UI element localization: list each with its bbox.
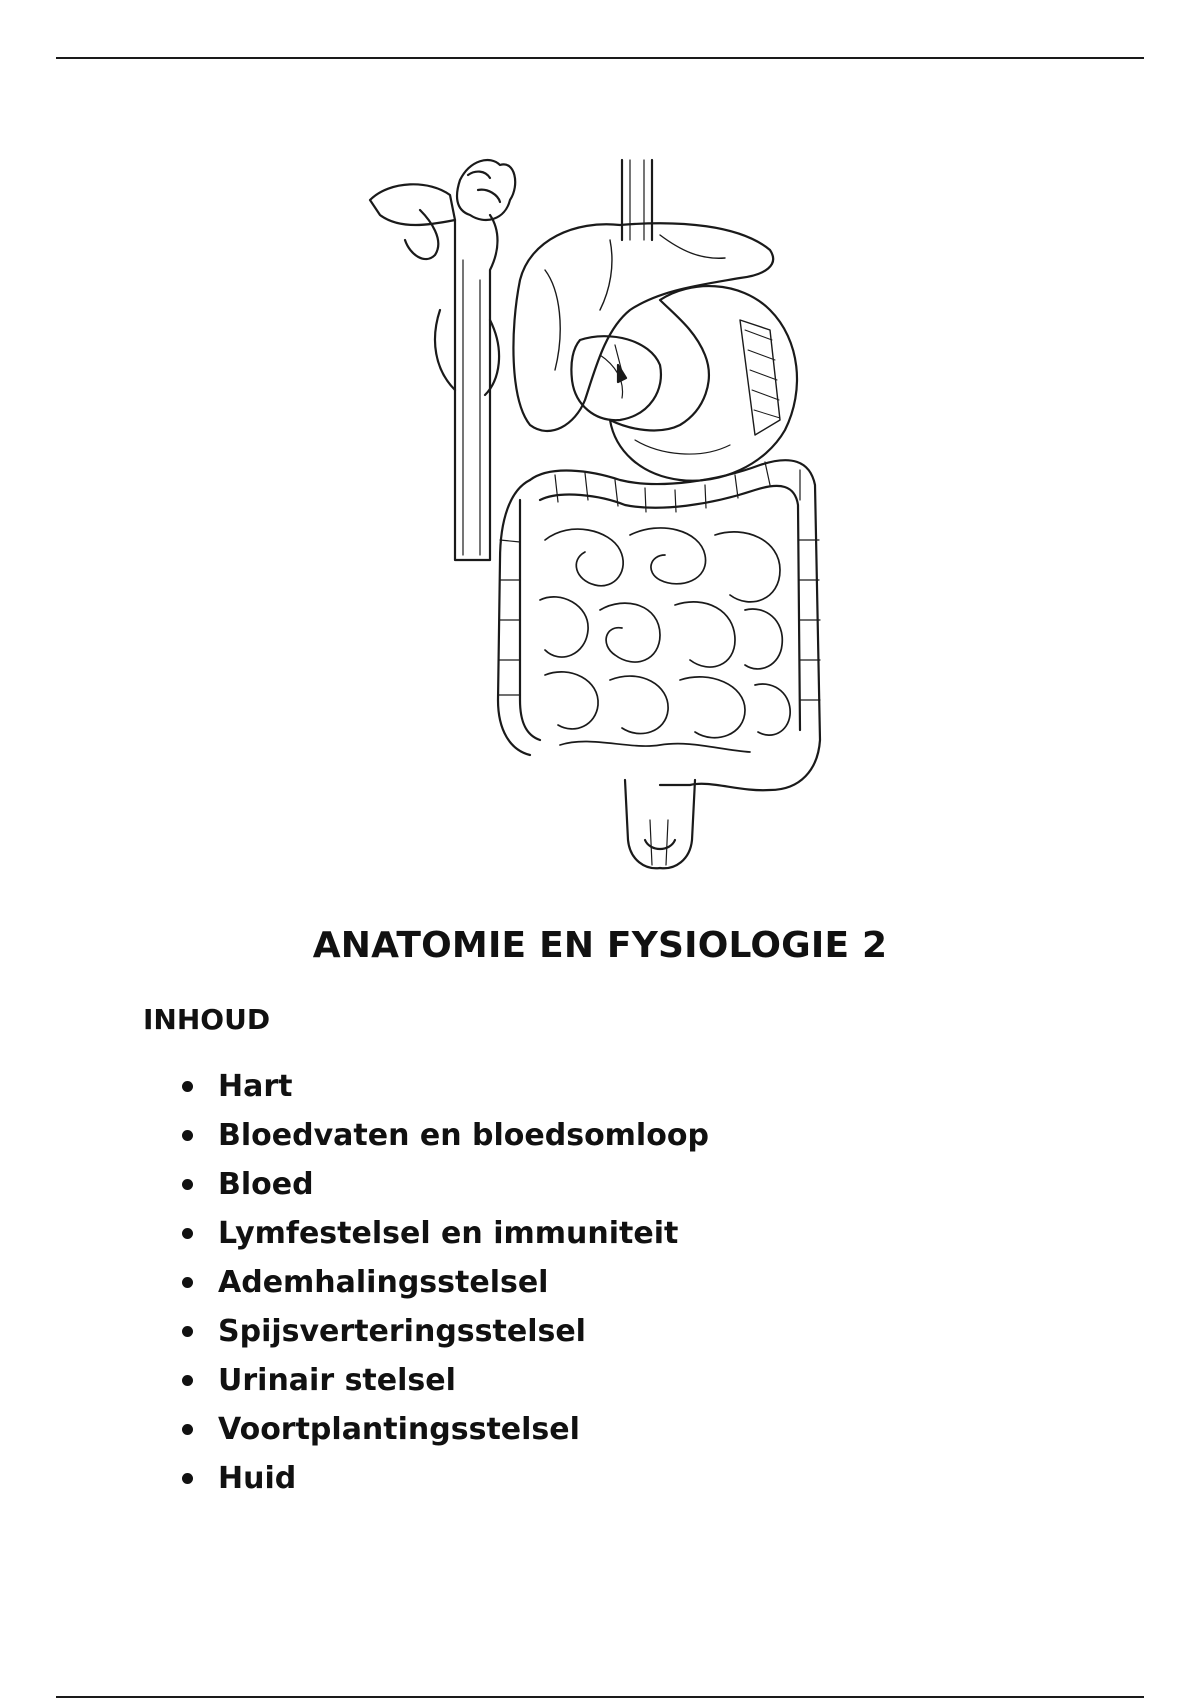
document-title: ANATOMIE EN FYSIOLOGIE 2: [312, 925, 888, 966]
toc-item-label: Bloed: [218, 1167, 314, 1202]
bullet-icon: [182, 1473, 193, 1484]
bullet-icon: [182, 1375, 193, 1386]
duodenum-pancreas-drawing: [370, 160, 515, 560]
toc-item-label: Huid: [218, 1461, 297, 1496]
toc-item-label: Urinair stelsel: [218, 1363, 456, 1398]
toc-item-spijsverteringsstelsel: [180, 1307, 709, 1356]
table-of-contents-heading: INHOUD: [143, 1003, 271, 1036]
stomach-drawing: [610, 286, 797, 481]
pancreas-drawing: [571, 336, 661, 420]
liver-drawing: [513, 223, 773, 431]
toc-item-label: Bloedvaten en bloedsomloop: [218, 1118, 709, 1153]
toc-item-urinair-stelsel: [180, 1356, 709, 1405]
toc-item-lymfestelsel: [180, 1209, 709, 1258]
toc-item-label: Spijsverteringsstelsel: [218, 1314, 586, 1349]
small-intestine-drawing: [540, 528, 790, 752]
bullet-icon: [182, 1424, 193, 1435]
table-of-contents: [180, 1062, 709, 1503]
toc-item-bloed: [180, 1160, 709, 1209]
bottom-rule: [56, 1696, 1144, 1698]
bullet-icon: [182, 1228, 193, 1239]
bullet-icon: [182, 1326, 193, 1337]
toc-item-label: Ademhalingsstelsel: [218, 1265, 549, 1300]
digestive-system-illustration: [360, 140, 880, 900]
toc-item-bloedvaten: [180, 1111, 709, 1160]
bullet-icon: [182, 1081, 193, 1092]
esophagus-drawing: [622, 160, 652, 240]
bullet-icon: [182, 1277, 193, 1288]
toc-item-hart: [180, 1062, 709, 1111]
toc-item-label: Hart: [218, 1069, 293, 1104]
top-rule: [56, 57, 1144, 59]
rectum-drawing: [625, 780, 695, 868]
bullet-icon: [182, 1130, 193, 1141]
toc-item-ademhalingsstelsel: [180, 1258, 709, 1307]
toc-item-label: Voortplantingsstelsel: [218, 1412, 580, 1447]
toc-item-voortplantingsstelsel: [180, 1405, 709, 1454]
bullet-icon: [182, 1179, 193, 1190]
toc-item-label: Lymfestelsel en immuniteit: [218, 1216, 679, 1251]
toc-item-huid: [180, 1454, 709, 1503]
